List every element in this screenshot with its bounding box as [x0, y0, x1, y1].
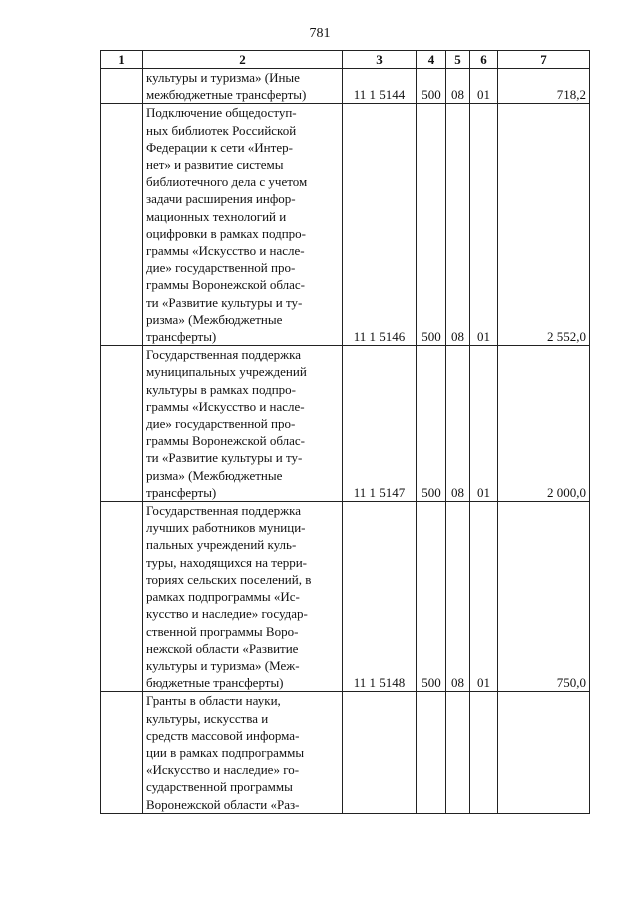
expense-type-cell: 500: [417, 69, 446, 104]
table-row: [101, 692, 590, 813]
item-name-line: ризма» (Межбюджетные: [146, 467, 283, 483]
amount-cell: 2 000,0: [498, 346, 590, 502]
item-name-line: ризма» (Межбюджетные: [146, 311, 283, 327]
subsection-cell: 01: [470, 346, 498, 502]
item-name-line: граммы «Искусство и насле-: [146, 398, 305, 414]
table-row: [101, 104, 590, 346]
item-name-line: дие» государственной про-: [146, 416, 296, 432]
item-name-line: культуры в рамках подпро-: [146, 381, 296, 397]
item-name-line: Воронежской области «Раз-: [146, 796, 300, 812]
item-name-line: мационных технологий и: [146, 208, 287, 224]
item-name-line: Гранты в области науки,: [146, 693, 281, 709]
budget-table: [100, 50, 590, 814]
item-name-line: культуры, искусства и: [146, 710, 269, 726]
item-name-line: Государственная поддержка: [146, 347, 302, 363]
item-name-line: сударственной программы: [146, 779, 293, 795]
column-header: 1: [101, 51, 143, 69]
item-name-line: граммы Воронежской облас-: [146, 277, 305, 293]
column-header: 5: [446, 51, 470, 69]
section-cell: 08: [446, 346, 470, 502]
item-name-line: муниципальных учреждений: [146, 364, 307, 380]
subsection-cell: 01: [470, 104, 498, 346]
item-name-line: средств массовой информа-: [146, 727, 300, 743]
item-name-line: оцифровки в рамках подпро-: [146, 225, 307, 241]
subsection-cell: 01: [470, 502, 498, 692]
code-cell: 11 1 5146: [343, 104, 417, 346]
item-name-cell: [143, 104, 343, 346]
expense-type-cell: 500: [417, 346, 446, 502]
item-name-line: рамках подпрограммы «Ис-: [146, 589, 300, 605]
amount-cell: 718,2: [498, 69, 590, 104]
section-cell: 08: [446, 69, 470, 104]
code-cell: [343, 692, 417, 813]
item-name-line: кусство и наследие» государ-: [146, 606, 308, 622]
item-name-line: ции в рамках подпрограммы: [146, 744, 305, 760]
empty-cell: [101, 346, 143, 502]
amount-cell: 750,0: [498, 502, 590, 692]
subsection-cell: [470, 692, 498, 813]
item-name-line: Государственная поддержка: [146, 503, 302, 519]
item-name-cell: [143, 346, 343, 502]
page-number: 781: [309, 26, 331, 41]
item-name-cell: [143, 69, 343, 104]
item-name-line: культуры и туризма» (Меж-: [146, 657, 300, 673]
item-name-line: туры, находящихся на терри-: [146, 554, 308, 570]
expense-type-cell: 500: [417, 104, 446, 346]
item-name-line: «Искусство и наследие» го-: [146, 762, 300, 778]
item-name-line: лучших работников муници-: [146, 520, 306, 536]
table-row: [101, 502, 590, 692]
code-cell: 11 1 5147: [343, 346, 417, 502]
item-name-line: трансферты): [146, 484, 217, 500]
item-name-line: Федерации к сети «Интер-: [146, 139, 293, 155]
item-name-line: граммы «Искусство и насле-: [146, 243, 305, 259]
item-name-line: ти «Развитие культуры и ту-: [146, 294, 303, 310]
item-name-line: ственной программы Воро-: [146, 623, 299, 639]
item-name-cell: [143, 692, 343, 813]
empty-cell: [101, 104, 143, 346]
column-header: 2: [143, 51, 343, 69]
item-name-line: ти «Развитие культуры и ту-: [146, 450, 303, 466]
code-cell: 11 1 5144: [343, 69, 417, 104]
section-cell: 08: [446, 502, 470, 692]
expense-type-cell: [417, 692, 446, 813]
item-name-line: ториях сельских поселений, в: [146, 571, 312, 587]
table-header-row: [101, 51, 590, 69]
item-name-line: граммы Воронежской облас-: [146, 433, 305, 449]
item-name-line: дие» государственной про-: [146, 260, 296, 276]
item-name-line: задачи расширения инфор-: [146, 191, 296, 207]
empty-cell: [101, 692, 143, 813]
section-cell: [446, 692, 470, 813]
section-cell: 08: [446, 104, 470, 346]
item-name-line: культуры и туризма» (Иные: [146, 70, 300, 85]
column-header: 6: [470, 51, 498, 69]
code-cell: 11 1 5148: [343, 502, 417, 692]
item-name-line: нежской области «Развитие: [146, 640, 299, 656]
item-name-line: ных библиотек Российской: [146, 122, 297, 138]
item-name-line: библиотечного дела с учетом: [146, 174, 308, 190]
item-name-line: Подключение общедоступ-: [146, 105, 297, 121]
subsection-cell: 01: [470, 69, 498, 104]
item-name-line: пальных учреждений куль-: [146, 537, 297, 553]
table-row: [101, 346, 590, 502]
item-name-line: межбюджетные трансферты): [146, 87, 307, 103]
item-name-line: трансферты): [146, 329, 217, 345]
amount-cell: 2 552,0: [498, 104, 590, 346]
item-name-line: нет» и развитие системы: [146, 157, 284, 173]
table-body: [101, 69, 590, 814]
empty-cell: [101, 502, 143, 692]
column-header: 4: [417, 51, 446, 69]
item-name-cell: [143, 502, 343, 692]
table-row: [101, 69, 590, 104]
column-header: 3: [343, 51, 417, 69]
column-header: 7: [498, 51, 590, 69]
amount-cell: [498, 692, 590, 813]
item-name-line: бюджетные трансферты): [146, 675, 284, 691]
empty-cell: [101, 69, 143, 104]
expense-type-cell: 500: [417, 502, 446, 692]
